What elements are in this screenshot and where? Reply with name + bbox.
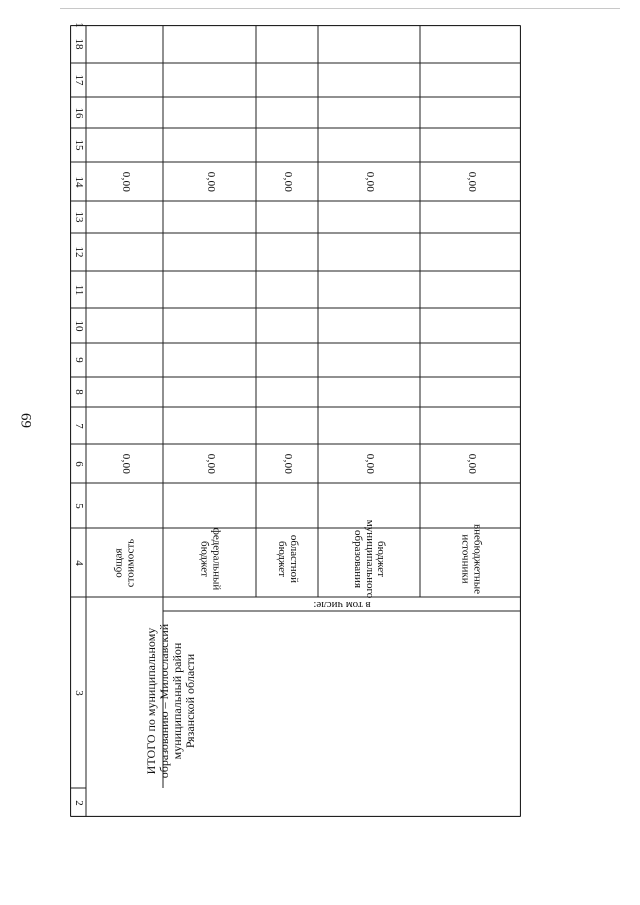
column-number-4: 4	[72, 559, 85, 566]
value-col6-row2: 0,00	[204, 453, 217, 474]
column-number-8: 8	[72, 389, 85, 395]
page-number: 69	[17, 413, 34, 428]
subheader-including: в том числе:	[313, 598, 371, 611]
value-col14-row5: 0,00	[465, 171, 478, 192]
budget-table	[70, 22, 521, 817]
column-number-9: 9	[72, 357, 85, 363]
total-label: ИТОГО по муниципальному образованию – Милославский муниципальный район Рязанской области	[143, 623, 198, 778]
column-number-2: 2	[72, 799, 85, 806]
column-number-12: 12	[72, 246, 85, 258]
row-label-5: внебюджетные источники	[459, 523, 484, 594]
column-number-17: 17	[72, 74, 85, 86]
column-number-5: 5	[72, 502, 85, 509]
row-label-total-cost: общая стоимость	[111, 538, 136, 587]
value-col14-row1: 0,00	[119, 171, 132, 192]
column-number-11: 11	[72, 284, 85, 295]
value-col14-row4: 0,00	[363, 171, 376, 192]
value-col14-row2: 0,00	[204, 171, 217, 192]
value-col6-row5: 0,00	[465, 453, 478, 474]
value-col6-row4: 0,00	[363, 453, 376, 474]
column-number-6: 6	[72, 460, 85, 467]
column-number-16: 16	[72, 107, 85, 118]
column-number-1: 1	[72, 22, 85, 28]
row-label-3: областной бюджет	[276, 534, 300, 583]
row-label-2: федеральный бюджет	[198, 527, 223, 590]
value-col6-row1: 0,00	[119, 453, 132, 474]
column-number-18: 18	[72, 38, 85, 50]
column-number-15: 15	[72, 139, 85, 151]
column-number-14: 14	[72, 176, 85, 187]
column-number-7: 7	[72, 422, 85, 429]
row-label-4: бюджет муниципального образования	[352, 519, 388, 598]
column-number-10: 10	[72, 320, 85, 331]
column-number-13: 13	[72, 211, 85, 223]
value-col14-row3: 0,00	[281, 171, 294, 192]
scan-artifact-top	[60, 8, 620, 9]
value-col6-row3: 0,00	[281, 453, 294, 474]
column-number-3: 3	[72, 689, 85, 696]
